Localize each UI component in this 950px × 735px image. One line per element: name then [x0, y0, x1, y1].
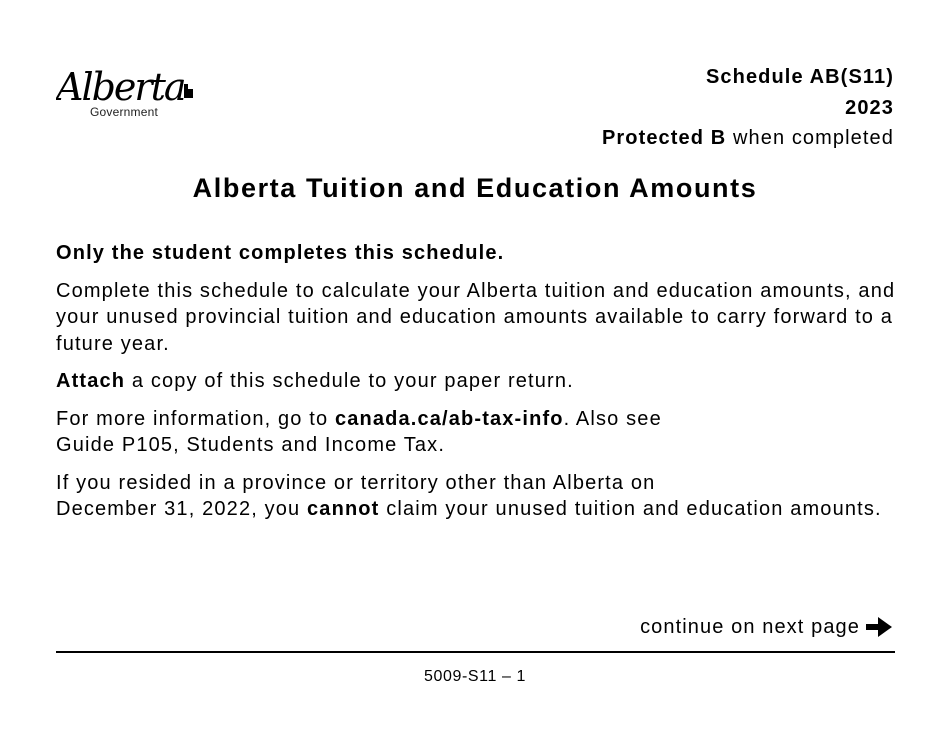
cannot-label: cannot: [307, 498, 380, 520]
continue-label: continue on next page: [640, 615, 860, 638]
logo-subtitle: Government: [90, 105, 159, 119]
info-pre: For more information, go to: [56, 407, 335, 430]
continue-next-page: [640, 615, 894, 639]
attach-text: a copy of this schedule to your paper return.: [125, 370, 574, 392]
protected-line: [602, 123, 894, 154]
schedule-code: Schedule AB(S11): [705, 66, 894, 88]
protected-label: Protected B: [601, 127, 727, 149]
residency-line1: If you resided in a province or territory other than Alberta on: [56, 471, 656, 494]
alberta-government-logo: [56, 62, 206, 122]
info-post: . Also see: [563, 407, 662, 430]
instructions: [56, 240, 906, 534]
schedule-header: [602, 62, 894, 154]
attach-paragraph: [56, 368, 906, 395]
residency-line2: December 31, 2022, you: [56, 498, 308, 520]
schedule-year: 2023: [845, 96, 894, 119]
svg-text:Alberta: Alberta: [56, 65, 185, 106]
arrow-right-icon: [864, 615, 894, 639]
info-paragraph: [56, 406, 906, 459]
alberta-wordmark-icon: [56, 62, 196, 106]
page-title: Alberta Tuition and Education Amounts: [192, 173, 758, 203]
guide-reference: Guide P105, Students and Income Tax.: [56, 434, 446, 456]
protected-suffix: when completed: [726, 127, 894, 149]
purpose-paragraph: Complete this schedule to calculate your Alberta tuition and education amounts, and your unused provincial tuition and education amounts available to carry forward to a future year.: [56, 279, 896, 355]
residency-paragraph: [56, 470, 906, 523]
attach-label: Attach: [56, 370, 126, 392]
student-only-notice: Only the student completes this schedule.: [56, 242, 505, 264]
info-link[interactable]: canada.ca/ab-tax-info: [334, 407, 564, 430]
footer-divider: [56, 651, 895, 653]
residency-post: claim your unused tuition and education amounts.: [379, 498, 882, 520]
form-number: 5009-S11 – 1: [423, 668, 527, 685]
